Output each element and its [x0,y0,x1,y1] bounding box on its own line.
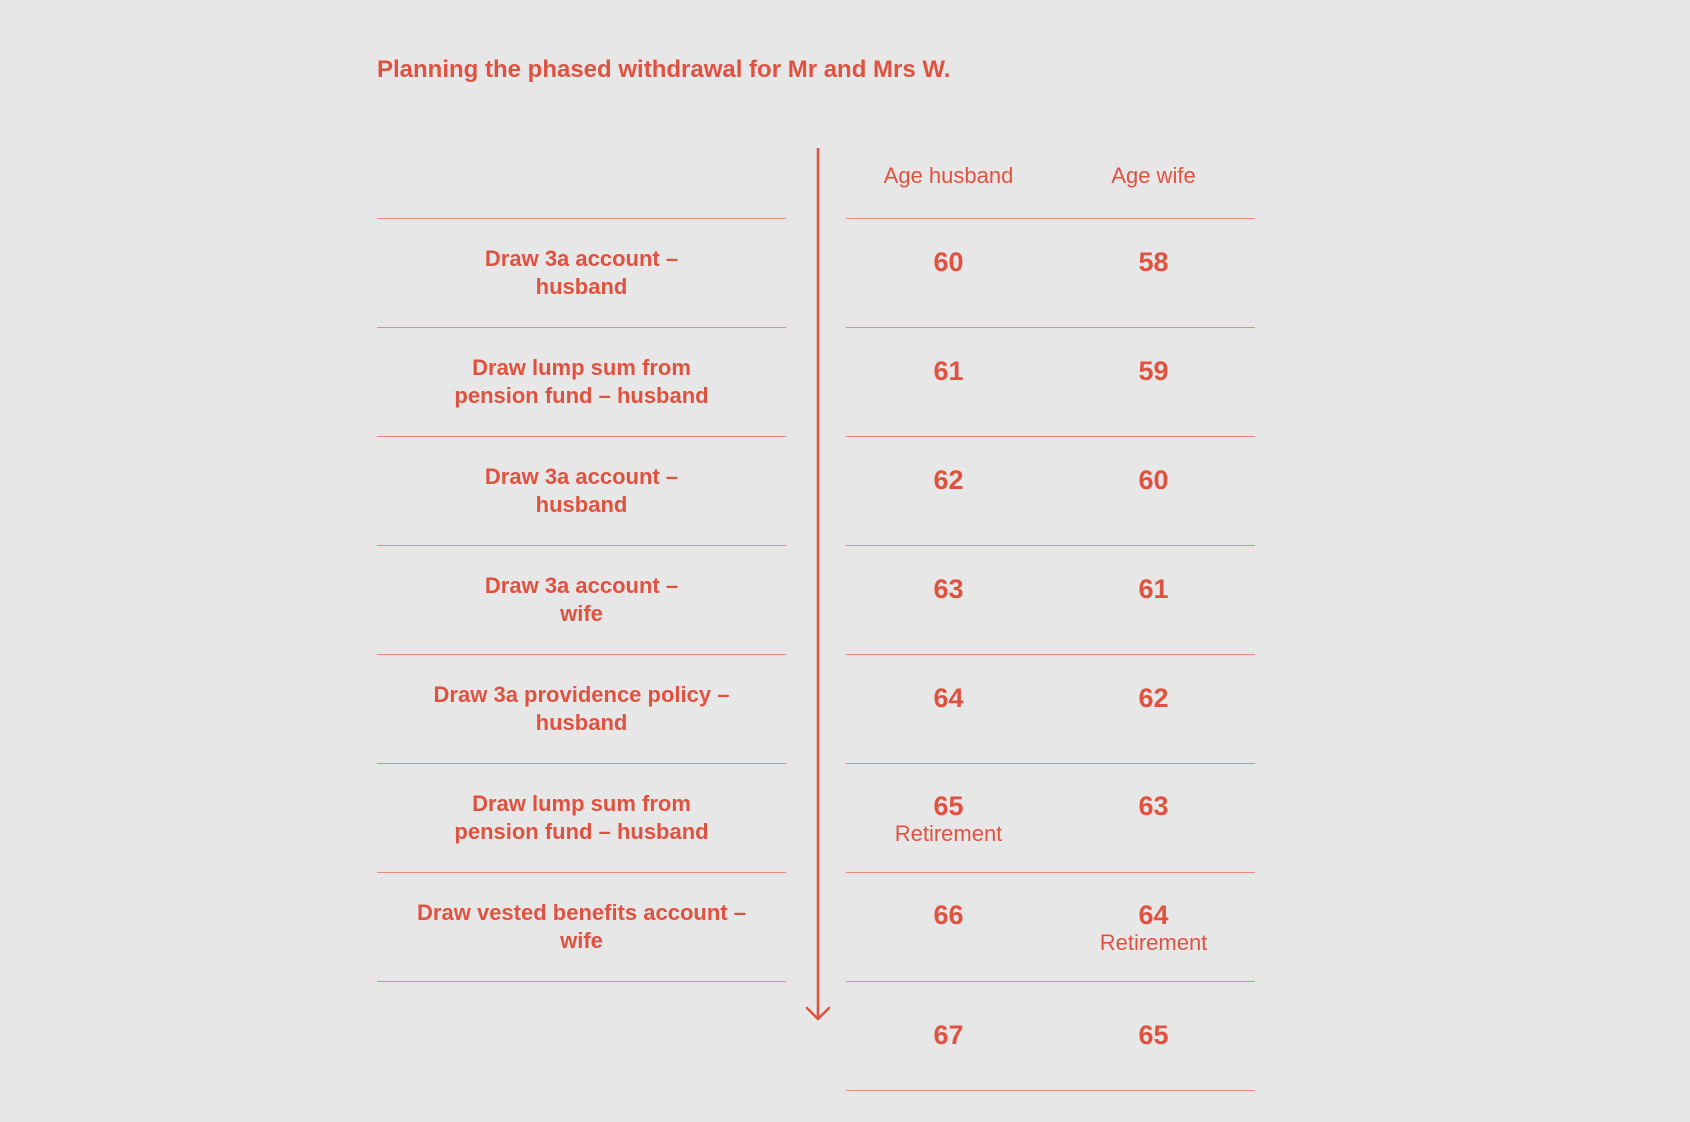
age-husband-cell: 61 [933,356,964,386]
age-husband-cell: 65 Retirement [846,791,1051,847]
row-divider [377,436,786,437]
withdrawal-step-label: Draw lump sum from pension fund – husband [454,355,709,408]
row-divider [846,436,1255,437]
age-husband-cell: 63 [933,574,964,604]
age-husband-cell: 62 [933,465,964,495]
row-divider [377,545,786,546]
age-husband-cell: 67 [933,1020,964,1050]
age-wife-cell: 58 [1138,247,1169,277]
withdrawal-step-label: Draw lump sum from pension fund – husband [454,791,709,844]
row-divider [377,763,786,764]
column-header-age-husband: Age husband [883,163,1014,188]
age-wife-cell: 61 [1138,574,1169,604]
row-divider [377,981,786,982]
age-wife-cell: 63 [1138,791,1169,821]
row-divider [846,327,1255,328]
row-divider [846,981,1255,982]
row-divider [846,654,1255,655]
row-divider [377,327,786,328]
age-wife-cell: 59 [1138,356,1169,386]
age-wife-cell: 60 [1138,465,1169,495]
withdrawal-step-label: Draw 3a account – husband [484,464,679,517]
retirement-label: Retirement [1099,930,1208,955]
age-husband-cell: 60 [933,247,964,277]
row-divider [846,545,1255,546]
row-divider [846,218,1255,219]
age-wife-cell: 65 [1138,1020,1169,1050]
retirement-label: Retirement [894,821,1003,846]
withdrawal-step-label: Draw vested benefits account – wife [417,900,746,953]
row-divider [846,872,1255,873]
timeline-arrow-icon [800,148,836,1024]
withdrawal-step-label: Draw 3a providence policy – husband [433,682,730,735]
row-divider [377,654,786,655]
row-divider [846,1090,1255,1091]
withdrawal-step-label: Draw 3a account – husband [484,246,679,299]
age-husband-cell: 66 [933,900,964,930]
withdrawal-step-label: Draw 3a account – wife [484,573,679,626]
row-divider [846,763,1255,764]
age-wife-cell: 64 Retirement [1051,900,1256,956]
column-header-age-wife: Age wife [1111,163,1196,188]
row-divider [377,872,786,873]
age-wife-cell: 62 [1138,683,1169,713]
page-title: Planning the phased withdrawal for Mr and Mrs W. [377,56,951,83]
row-divider [377,218,786,219]
age-husband-cell: 64 [933,683,964,713]
